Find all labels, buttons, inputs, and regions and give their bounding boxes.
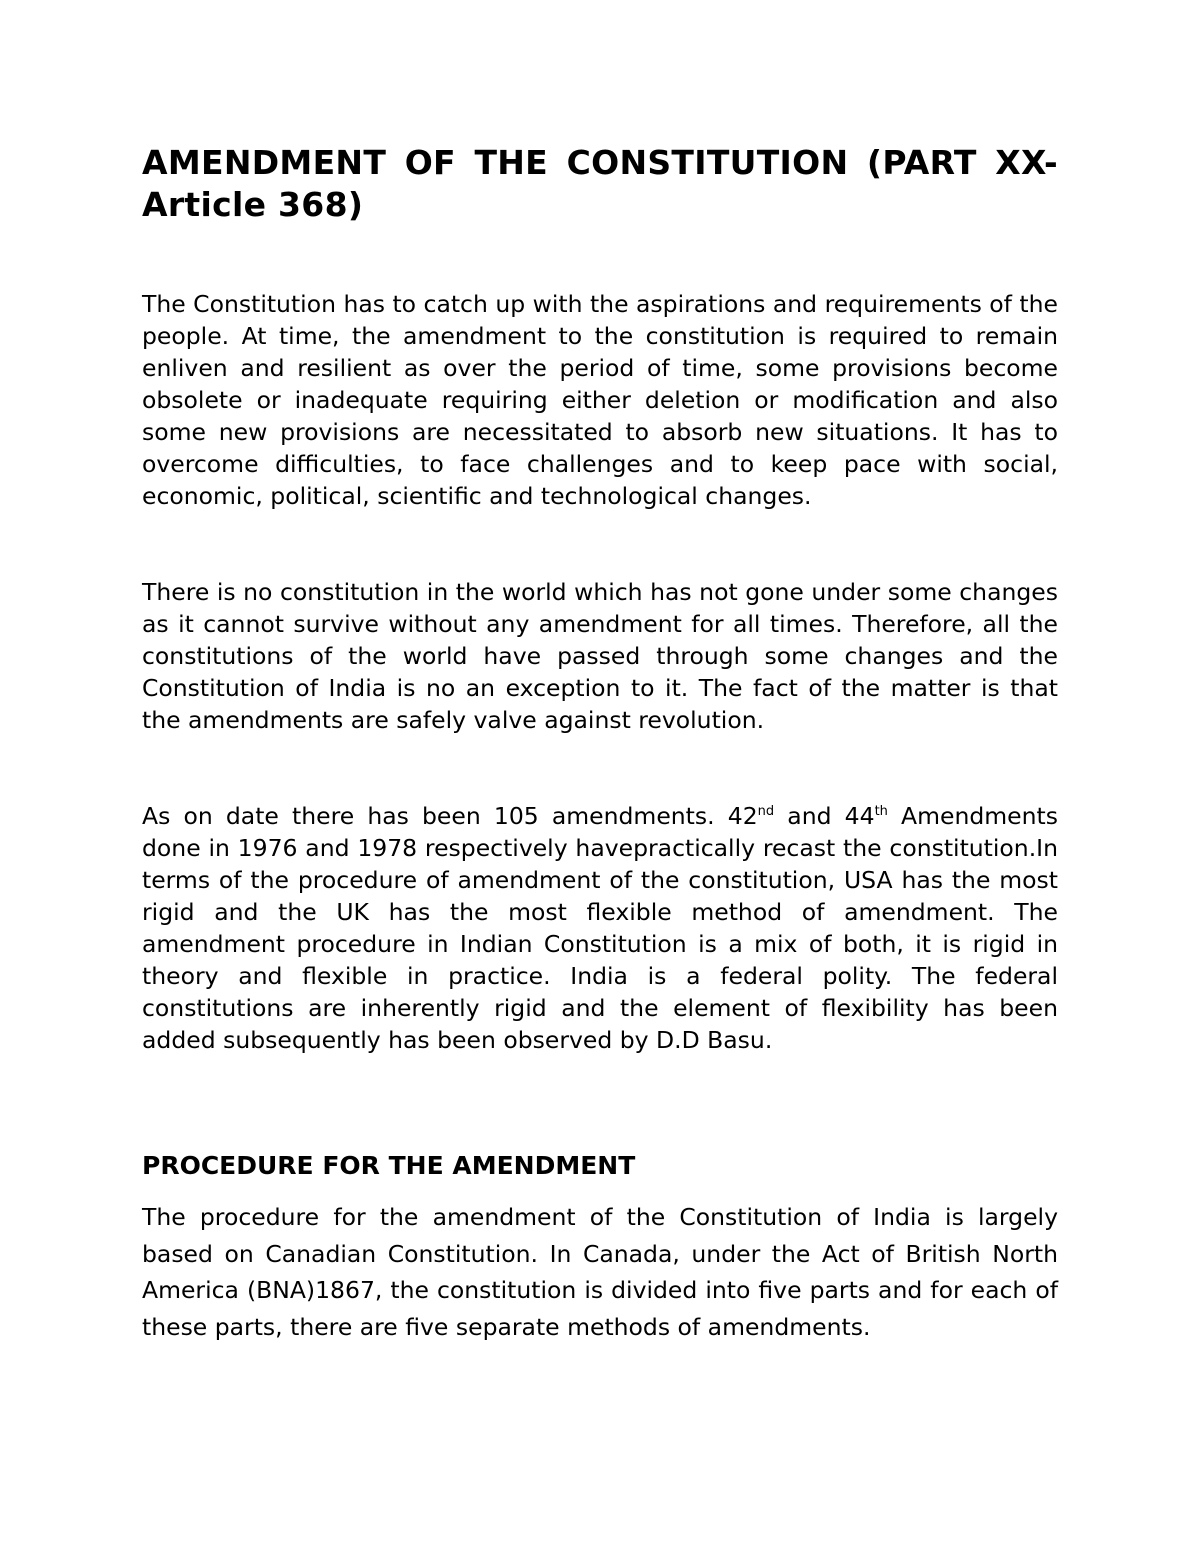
ordinal-suffix: nd [757,804,775,819]
paragraph-text-segment: Amendments done in 1976 and 1978 respectively havepractically recast the constitution.In terms of the procedure of amendment of the constitution, USA has the most rigid and the UK has the most flexible method of amendment. The amendment procedure in Indian Constitution is a mix of both, it is rigid in theory and flexible in practice. India is a federal polity. The federal constitutions are inherently rigid and the element of flexibility has been added subsequently has been observed by D.D Basu. [142,802,1058,1054]
section-heading: PROCEDURE FOR THE AMENDMENT [142,1151,636,1180]
paragraph-procedure: The procedure for the amendment of the Constitution of India is largely based on Canadian Constitution. In Canada, under the Act of British North America (BNA)1867, the constitution is divided into five parts and for each of these parts, there are five separate methods of amendments. [142,1203,1058,1341]
paragraph-amendments-count [142,800,1058,1056]
document-title: AMENDMENT OF THE CONSTITUTION (PART XX- Article 368) [142,143,1058,224]
paragraph-text-segment: and 44 [774,802,875,830]
paragraph-no-constitution-unchanged: There is no constitution in the world which has not gone under some changes as it cannot survive without any amendment for all times. Therefore, all the constitutions of the world have passed through some changes and the Constitution of India is no an exception to it. The fact of the matter is that the amendments are safely valve against revolution. [142,578,1058,734]
paragraph-text-segment: As on date there has been 105 amendments. 42 [142,802,758,830]
ordinal-suffix: th [874,804,888,819]
paragraph-intro: The Constitution has to catch up with the aspirations and requirements of the people. At time, the amendment to the constitution is required to remain enliven and resilient as over the period of time, some provisions become obsolete or inadequate requiring either deletion or modification and also some new provisions are necessitated to absorb new situations. It has to overcome difficulties, to face challenges and to keep pace with social, economic, political, scientific and technological changes. [142,290,1058,510]
